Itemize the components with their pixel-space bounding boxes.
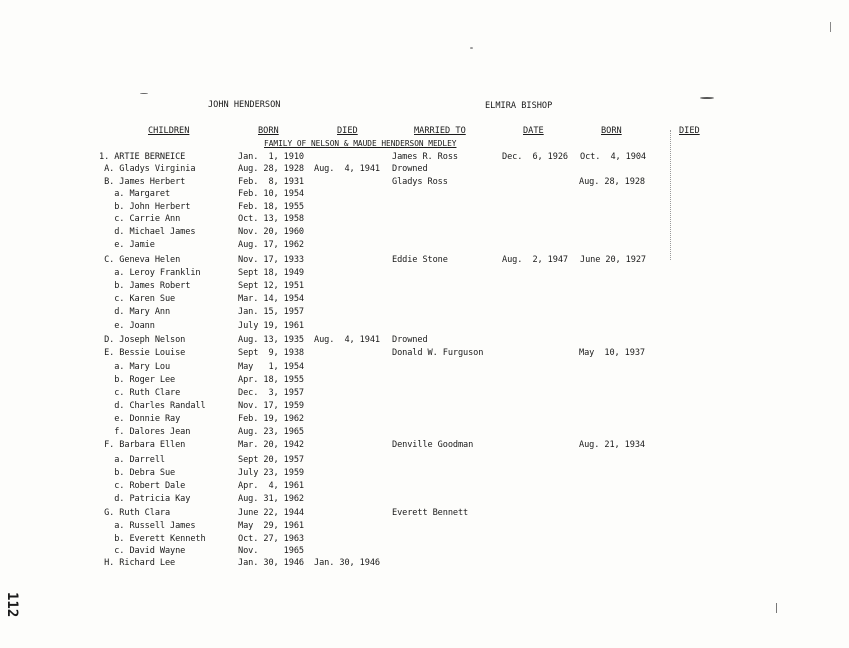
child-born: Feb. 19, 1962 — [238, 414, 304, 424]
spouse-born: Aug. 28, 1928 — [579, 177, 645, 187]
scan-speck — [470, 47, 473, 49]
child-name: b. Roger Lee — [99, 375, 176, 385]
child-born: Nov. 17, 1933 — [238, 255, 304, 265]
col-born: BORN — [258, 126, 279, 136]
child-name: F. Barbara Ellen — [99, 440, 186, 450]
child-married-to: Drowned — [392, 164, 428, 174]
child-born: Aug. 17, 1962 — [238, 240, 304, 250]
family-title: FAMILY OF NELSON & MAUDE HENDERSON MEDLEY — [264, 139, 457, 148]
child-name: d. Mary Ann — [99, 307, 171, 317]
child-born: Mar. 20, 1942 — [238, 440, 304, 450]
child-name: c. Ruth Clare — [99, 388, 181, 398]
child-name: c. David Wayne — [99, 546, 186, 556]
child-died: Aug. 4, 1941 — [314, 335, 380, 345]
child-born: Nov. 20, 1960 — [238, 227, 304, 237]
col-children: CHILDREN — [148, 126, 190, 136]
child-born: Apr. 18, 1955 — [238, 375, 304, 385]
child-name: B. James Herbert — [99, 177, 186, 187]
marriage-date: Aug. 2, 1947 — [502, 255, 568, 265]
child-born: May 29, 1961 — [238, 521, 304, 531]
child-name: d. Michael James — [99, 227, 196, 237]
child-born: Nov. 17, 1959 — [238, 401, 304, 411]
child-born: Feb. 18, 1955 — [238, 202, 304, 212]
child-married-to: Donald W. Furguson — [392, 348, 484, 358]
child-born: Dec. 3, 1957 — [238, 388, 304, 398]
col-date: DATE — [523, 126, 544, 136]
child-name: a. Mary Lou — [99, 362, 171, 372]
spouse-born: Aug. 21, 1934 — [579, 440, 645, 450]
child-name: A. Gladys Virginia — [99, 164, 196, 174]
child-married-to: Eddie Stone — [392, 255, 448, 265]
child-born: Nov. 1965 — [238, 546, 304, 556]
child-name: b. John Herbert — [99, 202, 191, 212]
child-born: July 19, 1961 — [238, 321, 304, 331]
child-name: E. Bessie Louise — [99, 348, 186, 358]
child-name: a. Russell James — [99, 521, 196, 531]
child-born: May 1, 1954 — [238, 362, 304, 372]
child-born: Apr. 4, 1961 — [238, 481, 304, 491]
child-name: c. Carrie Ann — [99, 214, 181, 224]
child-born: June 22, 1944 — [238, 508, 304, 518]
marriage-date: Dec. 6, 1926 — [502, 152, 568, 162]
col-spouse-born: BORN — [601, 126, 622, 136]
page-number: 112 — [4, 592, 20, 618]
child-married-to: Denville Goodman — [392, 440, 474, 450]
spouse-born: June 20, 1927 — [580, 255, 646, 265]
col-spouse-died: DIED — [679, 126, 700, 136]
child-married-to: Drowned — [392, 335, 428, 345]
child-married-to: Everett Bennett — [392, 508, 469, 518]
col-married-to: MARRIED TO — [414, 126, 466, 136]
child-born: Feb. 8, 1931 — [238, 177, 304, 187]
child-born: Aug. 23, 1965 — [238, 427, 304, 437]
scan-mark — [140, 93, 148, 94]
child-born: Feb. 10, 1954 — [238, 189, 304, 199]
child-name: d. Patricia Kay — [99, 494, 191, 504]
child-name: a. Darrell — [99, 455, 165, 465]
child-born: Mar. 14, 1954 — [238, 294, 304, 304]
child-name: 1. ARTIE BERNEICE — [99, 152, 186, 162]
child-name: D. Joseph Nelson — [99, 335, 186, 345]
scan-mark — [700, 97, 714, 99]
child-born: Aug. 31, 1962 — [238, 494, 304, 504]
child-name: G. Ruth Clara — [99, 508, 171, 518]
mother-name: ELMIRA BISHOP — [485, 101, 553, 111]
child-born: Aug. 13, 1935 — [238, 335, 304, 345]
child-born: Oct. 27, 1963 — [238, 534, 304, 544]
child-name: a. Leroy Franklin — [99, 268, 201, 278]
child-born: Sept 9, 1938 — [238, 348, 304, 358]
father-name: JOHN HENDERSON — [208, 100, 281, 110]
child-married-to: Gladys Ross — [392, 177, 448, 187]
child-name: e. Jamie — [99, 240, 155, 250]
child-name: b. Everett Kenneth — [99, 534, 206, 544]
child-born: Jan. 1, 1910 — [238, 152, 304, 162]
child-name: d. Charles Randall — [99, 401, 206, 411]
child-died: Jan. 30, 1946 — [314, 558, 380, 568]
col-died: DIED — [337, 126, 358, 136]
child-born: Sept 20, 1957 — [238, 455, 304, 465]
spouse-born: Oct. 4, 1904 — [580, 152, 646, 162]
child-name: f. Dalores Jean — [99, 427, 191, 437]
child-born: July 23, 1959 — [238, 468, 304, 478]
child-died: Aug. 4, 1941 — [314, 164, 380, 174]
child-name: c. Robert Dale — [99, 481, 186, 491]
child-name: b. James Robert — [99, 281, 191, 291]
child-name: H. Richard Lee — [99, 558, 176, 568]
child-name: c. Karen Sue — [99, 294, 176, 304]
child-name: C. Geneva Helen — [99, 255, 181, 265]
child-born: Oct. 13, 1958 — [238, 214, 304, 224]
spouse-born: May 10, 1937 — [579, 348, 645, 358]
child-name: a. Margaret — [99, 189, 171, 199]
scan-mark — [776, 603, 777, 613]
scan-mark — [830, 22, 831, 32]
child-born: Aug. 28, 1928 — [238, 164, 304, 174]
child-name: b. Debra Sue — [99, 468, 176, 478]
child-born: Sept 18, 1949 — [238, 268, 304, 278]
child-name: e. Joann — [99, 321, 155, 331]
child-born: Jan. 15, 1957 — [238, 307, 304, 317]
child-married-to: James R. Ross — [392, 152, 458, 162]
child-born: Jan. 30, 1946 — [238, 558, 304, 568]
child-name: e. Donnie Ray — [99, 414, 181, 424]
faint-rule — [670, 130, 671, 260]
child-born: Sept 12, 1951 — [238, 281, 304, 291]
